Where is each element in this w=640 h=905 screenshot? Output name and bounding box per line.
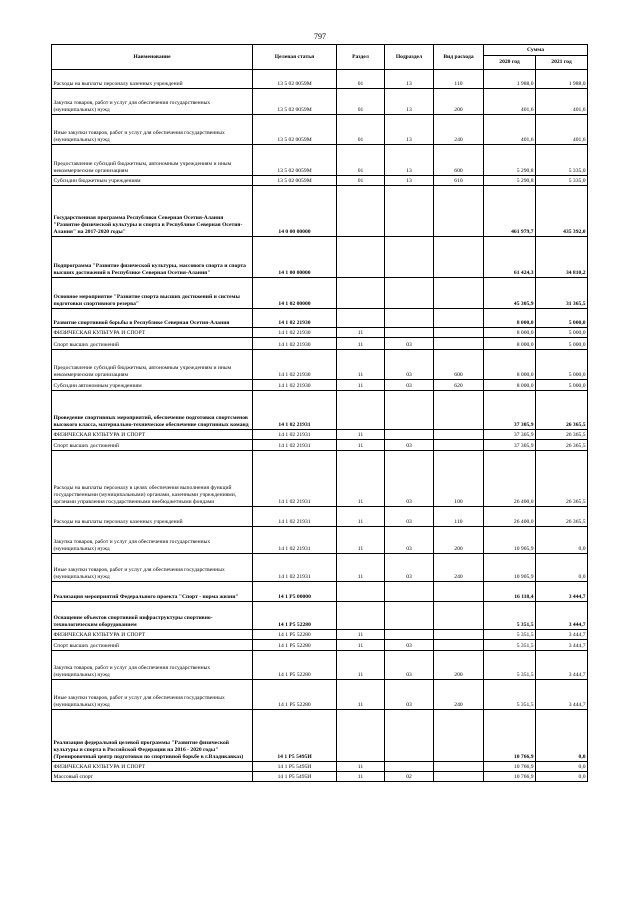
cell-name: Подпрограмма "Развитие физической культуры, массового спорта и спорта высших достижений в Республике Северная Осетия-Алания" [52, 237, 253, 278]
cell-2021: 5 335,0 [536, 145, 588, 176]
cell-2020: 37 305,9 [484, 430, 536, 440]
table-row [52, 89, 588, 115]
cell-name: Предоставление субсидий бюджетным, автономным учреждениям и иным некоммерческим организациям [52, 350, 253, 380]
cell-subsection: 03 [385, 680, 434, 710]
cell-type: 240 [434, 680, 484, 710]
cell-2021: 5 000,0 [536, 338, 588, 350]
table-row [52, 554, 588, 582]
cell-type [434, 309, 484, 328]
cell-section: 01 [337, 145, 385, 176]
cell-section [337, 237, 385, 278]
cell-code: 14 1 02 21930 [253, 328, 337, 338]
cell-name: Массовый спорт [52, 772, 253, 782]
cell-section: 11 [337, 430, 385, 440]
header-code: Целевая статья [253, 45, 337, 70]
cell-2020: 8 000,0 [484, 328, 536, 338]
cell-2020: 5 290,8 [484, 176, 536, 186]
cell-section: 11 [337, 328, 385, 338]
cell-code: 13 5 02 0059М [253, 70, 337, 89]
cell-2021: 0,0 [536, 762, 588, 772]
cell-section: 11 [337, 380, 385, 391]
cell-subsection: 13 [385, 89, 434, 115]
cell-subsection: 03 [385, 440, 434, 451]
cell-type: 200 [434, 527, 484, 554]
cell-type: 100 [434, 451, 484, 507]
table-row [52, 630, 588, 640]
cell-2021: 31 365,5 [536, 278, 588, 309]
cell-2021: 401,6 [536, 89, 588, 115]
cell-code: 13 5 02 0059М [253, 145, 337, 176]
cell-2021: 5 000,0 [536, 350, 588, 380]
cell-type [434, 762, 484, 772]
cell-2020: 26 400,0 [484, 451, 536, 507]
cell-code: 14 1 P5 5495И [253, 710, 337, 762]
table-row [52, 186, 588, 237]
cell-2020: 26 400,0 [484, 507, 536, 527]
cell-name: Развитие спортивной борьбы в Республике Северная Осетия-Алания [52, 309, 253, 328]
cell-section: 01 [337, 89, 385, 115]
table-body [52, 70, 588, 782]
cell-subsection [385, 278, 434, 309]
cell-subsection: 02 [385, 772, 434, 782]
cell-2020: 45 305,9 [484, 278, 536, 309]
cell-2020: 1 988,0 [484, 70, 536, 89]
cell-name: Закупка товаров, работ и услуг для обеспечения государственных (муниципальных) нужд [52, 527, 253, 554]
cell-2020: 5 351,5 [484, 630, 536, 640]
cell-subsection [385, 582, 434, 602]
cell-type: 240 [434, 115, 484, 145]
cell-code: 14 1 02 21931 [253, 430, 337, 440]
cell-name: Иные закупки товаров, работ и услуг для обеспечения государственных (муниципальных) нужд [52, 115, 253, 145]
cell-2020: 10 905,9 [484, 554, 536, 582]
cell-2021: 1 988,0 [536, 70, 588, 89]
cell-type [434, 338, 484, 350]
cell-2021: 435 392,0 [536, 186, 588, 237]
cell-code: 14 1 02 21931 [253, 391, 337, 430]
cell-name: Государственная программа Республики Северная Осетия-Алания "Развитие физической культуры и спорта в Республике Северная Осетия-Алания" на 2017-2020 годы" [52, 186, 253, 237]
cell-2021: 0,0 [536, 772, 588, 782]
cell-2021: 5 335,0 [536, 176, 588, 186]
table-row [52, 772, 588, 782]
cell-2020: 8 000,0 [484, 380, 536, 391]
cell-section [337, 582, 385, 602]
cell-type [434, 391, 484, 430]
cell-section [337, 602, 385, 630]
table-row [52, 507, 588, 527]
table-row [52, 527, 588, 554]
cell-type [434, 640, 484, 651]
cell-type: 620 [434, 380, 484, 391]
page-number: 797 [314, 32, 326, 41]
cell-subsection: 03 [385, 507, 434, 527]
cell-code: 14 0 00 00000 [253, 186, 337, 237]
cell-code: 14 1 02 21930 [253, 338, 337, 350]
cell-2021: 3 444,7 [536, 602, 588, 630]
cell-2020: 461 979,7 [484, 186, 536, 237]
cell-name: Предоставление субсидий бюджетным, автономным учреждениям и иным некоммерческим организациям [52, 145, 253, 176]
cell-section: 11 [337, 640, 385, 651]
cell-code: 14 1 P5 52280 [253, 680, 337, 710]
cell-code: 14 1 02 21931 [253, 507, 337, 527]
cell-section [337, 309, 385, 328]
cell-2020: 16 118,4 [484, 582, 536, 602]
cell-subsection: 03 [385, 350, 434, 380]
cell-section: 11 [337, 651, 385, 680]
header-subsection: Подраздел [385, 45, 434, 70]
cell-type [434, 430, 484, 440]
cell-section [337, 391, 385, 430]
cell-type: 110 [434, 70, 484, 89]
cell-2020: 5 351,5 [484, 602, 536, 630]
table-row [52, 176, 588, 186]
budget-table [51, 44, 588, 782]
cell-subsection [385, 710, 434, 762]
cell-2021: 34 810,2 [536, 237, 588, 278]
cell-2020: 61 424,3 [484, 237, 536, 278]
cell-name: Оснащение объектов спортивной инфраструктуры спортивно-технологическим оборудованием [52, 602, 253, 630]
cell-code: 13 5 02 0059М [253, 89, 337, 115]
cell-type [434, 440, 484, 451]
cell-2021: 401,6 [536, 115, 588, 145]
table-row [52, 640, 588, 651]
cell-2020: 5 351,5 [484, 640, 536, 651]
cell-name: Основное мероприятие "Развитие спорта высших достижений и системы подготовки спортивного резерва" [52, 278, 253, 309]
cell-2021: 0,0 [536, 710, 588, 762]
table-row [52, 440, 588, 451]
cell-2020: 401,6 [484, 115, 536, 145]
cell-2021: 3 444,7 [536, 582, 588, 602]
cell-name: ФИЗИЧЕСКАЯ КУЛЬТУРА И СПОРТ [52, 328, 253, 338]
cell-name: Закупка товаров, работ и услуг для обеспечения государственных (муниципальных) нужд [52, 89, 253, 115]
cell-2020: 401,6 [484, 89, 536, 115]
cell-subsection: 03 [385, 451, 434, 507]
cell-2020: 10 905,9 [484, 527, 536, 554]
cell-2021: 0,0 [536, 554, 588, 582]
cell-name: Расходы на выплаты персоналу в целях обеспечения выполнения функций государственными (муниципальными) органами, казенными учреждениями, органами управления государственными внебюджетными фондами [52, 451, 253, 507]
cell-name: Иные закупки товаров, работ и услуг для обеспечения государственных (муниципальных) нужд [52, 554, 253, 582]
cell-2020: 37 305,9 [484, 440, 536, 451]
cell-2020: 8 000,0 [484, 309, 536, 328]
cell-subsection [385, 309, 434, 328]
cell-section: 11 [337, 507, 385, 527]
cell-name: Проведение спортивных мероприятий, обеспечение подготовки спортсменов высокого класса, материально-техническое обеспечение спортивных команд [52, 391, 253, 430]
cell-subsection [385, 391, 434, 430]
cell-subsection: 13 [385, 115, 434, 145]
cell-code: 14 1 02 21930 [253, 309, 337, 328]
cell-section [337, 186, 385, 237]
header-type: Вид расхода [434, 45, 484, 70]
cell-name: Субсидии бюджетным учреждениям [52, 176, 253, 186]
table-row [52, 237, 588, 278]
cell-section [337, 710, 385, 762]
cell-section: 11 [337, 440, 385, 451]
cell-type: 200 [434, 89, 484, 115]
cell-section: 11 [337, 554, 385, 582]
cell-type [434, 772, 484, 782]
cell-subsection [385, 237, 434, 278]
header-section: Раздел [337, 45, 385, 70]
cell-name: Спорт высших достижений [52, 440, 253, 451]
cell-type [434, 710, 484, 762]
cell-type [434, 186, 484, 237]
cell-subsection [385, 762, 434, 772]
cell-code: 14 1 02 21931 [253, 440, 337, 451]
cell-name: Расходы на выплаты персоналу казенных учреждений [52, 70, 253, 89]
cell-subsection [385, 430, 434, 440]
cell-section: 11 [337, 338, 385, 350]
cell-name: Расходы на выплаты персоналу казенных учреждений [52, 507, 253, 527]
cell-type [434, 602, 484, 630]
cell-2021: 3 444,7 [536, 640, 588, 651]
cell-2020: 10 766,9 [484, 762, 536, 772]
table-row [52, 710, 588, 762]
cell-name: ФИЗИЧЕСКАЯ КУЛЬТУРА И СПОРТ [52, 430, 253, 440]
cell-subsection [385, 630, 434, 640]
cell-code: 14 1 02 21930 [253, 350, 337, 380]
cell-2020: 10 766,9 [484, 710, 536, 762]
header-sum: Сумма [484, 45, 588, 56]
cell-2021: 26 365,5 [536, 391, 588, 430]
cell-code: 14 1 P5 5495И [253, 762, 337, 772]
cell-2021: 26 365,5 [536, 440, 588, 451]
cell-subsection: 13 [385, 176, 434, 186]
cell-subsection [385, 328, 434, 338]
cell-section: 01 [337, 176, 385, 186]
cell-name: Реализация федеральной целевой программы "Развитие физической культуры и спорта в Российской Федерации на 2016 - 2020 годы"(Тренировочный центр подготовки по спортивной борьбе в г.Владикавказ) [52, 710, 253, 762]
cell-name: Спорт высших достижений [52, 640, 253, 651]
cell-name: ФИЗИЧЕСКАЯ КУЛЬТУРА И СПОРТ [52, 630, 253, 640]
table-row [52, 582, 588, 602]
table-row [52, 602, 588, 630]
cell-code: 13 5 02 0059М [253, 115, 337, 145]
cell-subsection: 03 [385, 338, 434, 350]
cell-section: 11 [337, 527, 385, 554]
cell-subsection: 03 [385, 380, 434, 391]
cell-type: 240 [434, 554, 484, 582]
cell-code: 14 1 00 00000 [253, 237, 337, 278]
cell-2020: 5 290,8 [484, 145, 536, 176]
cell-type: 110 [434, 507, 484, 527]
table-row [52, 762, 588, 772]
table-row [52, 451, 588, 507]
cell-type [434, 278, 484, 309]
cell-type [434, 328, 484, 338]
cell-name: Закупка товаров, работ и услуг для обеспечения государственных (муниципальных) нужд [52, 651, 253, 680]
cell-section: 11 [337, 350, 385, 380]
cell-2020: 5 351,5 [484, 651, 536, 680]
cell-subsection: 13 [385, 145, 434, 176]
table-row [52, 70, 588, 89]
cell-subsection [385, 186, 434, 237]
table-row [52, 380, 588, 391]
cell-type: 600 [434, 350, 484, 380]
cell-type [434, 237, 484, 278]
cell-2021: 5 000,0 [536, 328, 588, 338]
cell-2021: 3 444,7 [536, 680, 588, 710]
cell-code: 14 1 02 21931 [253, 554, 337, 582]
cell-section: 11 [337, 772, 385, 782]
cell-section: 01 [337, 115, 385, 145]
cell-2020: 5 351,5 [484, 680, 536, 710]
cell-type [434, 582, 484, 602]
table-header [52, 45, 588, 70]
cell-type: 200 [434, 651, 484, 680]
cell-2021: 3 444,7 [536, 630, 588, 640]
cell-subsection: 03 [385, 554, 434, 582]
cell-type: 600 [434, 145, 484, 176]
header-year-2020: 2020 год [484, 56, 536, 70]
table-row [52, 278, 588, 309]
cell-section [337, 278, 385, 309]
header-year-2021: 2021 год [536, 56, 588, 70]
cell-subsection [385, 602, 434, 630]
cell-2021: 5 000,0 [536, 380, 588, 391]
cell-code: 13 5 02 0059М [253, 176, 337, 186]
cell-code: 14 1 P5 52280 [253, 602, 337, 630]
cell-code: 14 1 P5 52280 [253, 640, 337, 651]
cell-2021: 0,0 [536, 527, 588, 554]
table-row [52, 350, 588, 380]
cell-section: 11 [337, 630, 385, 640]
table-row [52, 430, 588, 440]
table-row [52, 309, 588, 328]
cell-name: Спорт высших достижений [52, 338, 253, 350]
cell-code: 14 1 02 21930 [253, 380, 337, 391]
cell-code: 14 1 P5 00000 [253, 582, 337, 602]
cell-type [434, 630, 484, 640]
cell-2021: 3 444,7 [536, 651, 588, 680]
cell-2021: 26 365,5 [536, 507, 588, 527]
cell-code: 14 1 02 21931 [253, 451, 337, 507]
table-row [52, 680, 588, 710]
cell-subsection: 03 [385, 527, 434, 554]
cell-section: 11 [337, 680, 385, 710]
cell-2020: 10 766,9 [484, 772, 536, 782]
cell-subsection: 03 [385, 651, 434, 680]
table-row [52, 115, 588, 145]
cell-section: 01 [337, 70, 385, 89]
table-row [52, 338, 588, 350]
cell-code: 14 1 02 21931 [253, 527, 337, 554]
cell-2020: 8 000,0 [484, 350, 536, 380]
cell-2020: 37 305,9 [484, 391, 536, 430]
table-row [52, 328, 588, 338]
cell-code: 14 1 02 00000 [253, 278, 337, 309]
cell-2021: 26 365,5 [536, 430, 588, 440]
cell-name: Иные закупки товаров, работ и услуг для обеспечения государственных (муниципальных) нужд [52, 680, 253, 710]
cell-subsection: 03 [385, 640, 434, 651]
cell-section: 11 [337, 451, 385, 507]
header-name: Наименование [52, 45, 253, 70]
table-row [52, 651, 588, 680]
cell-section: 11 [337, 762, 385, 772]
cell-type: 610 [434, 176, 484, 186]
cell-name: Реализация мероприятий Федерального проекта "Спорт - норма жизни" [52, 582, 253, 602]
cell-code: 14 1 P5 52280 [253, 630, 337, 640]
table-row [52, 145, 588, 176]
cell-subsection: 13 [385, 70, 434, 89]
cell-2021: 26 365,5 [536, 451, 588, 507]
cell-name: Субсидии автономным учреждениям [52, 380, 253, 391]
cell-2020: 8 000,0 [484, 338, 536, 350]
cell-2021: 5 000,0 [536, 309, 588, 328]
cell-code: 14 1 P5 5495И [253, 772, 337, 782]
cell-name: ФИЗИЧЕСКАЯ КУЛЬТУРА И СПОРТ [52, 762, 253, 772]
cell-code: 14 1 P5 52280 [253, 651, 337, 680]
table-row [52, 391, 588, 430]
